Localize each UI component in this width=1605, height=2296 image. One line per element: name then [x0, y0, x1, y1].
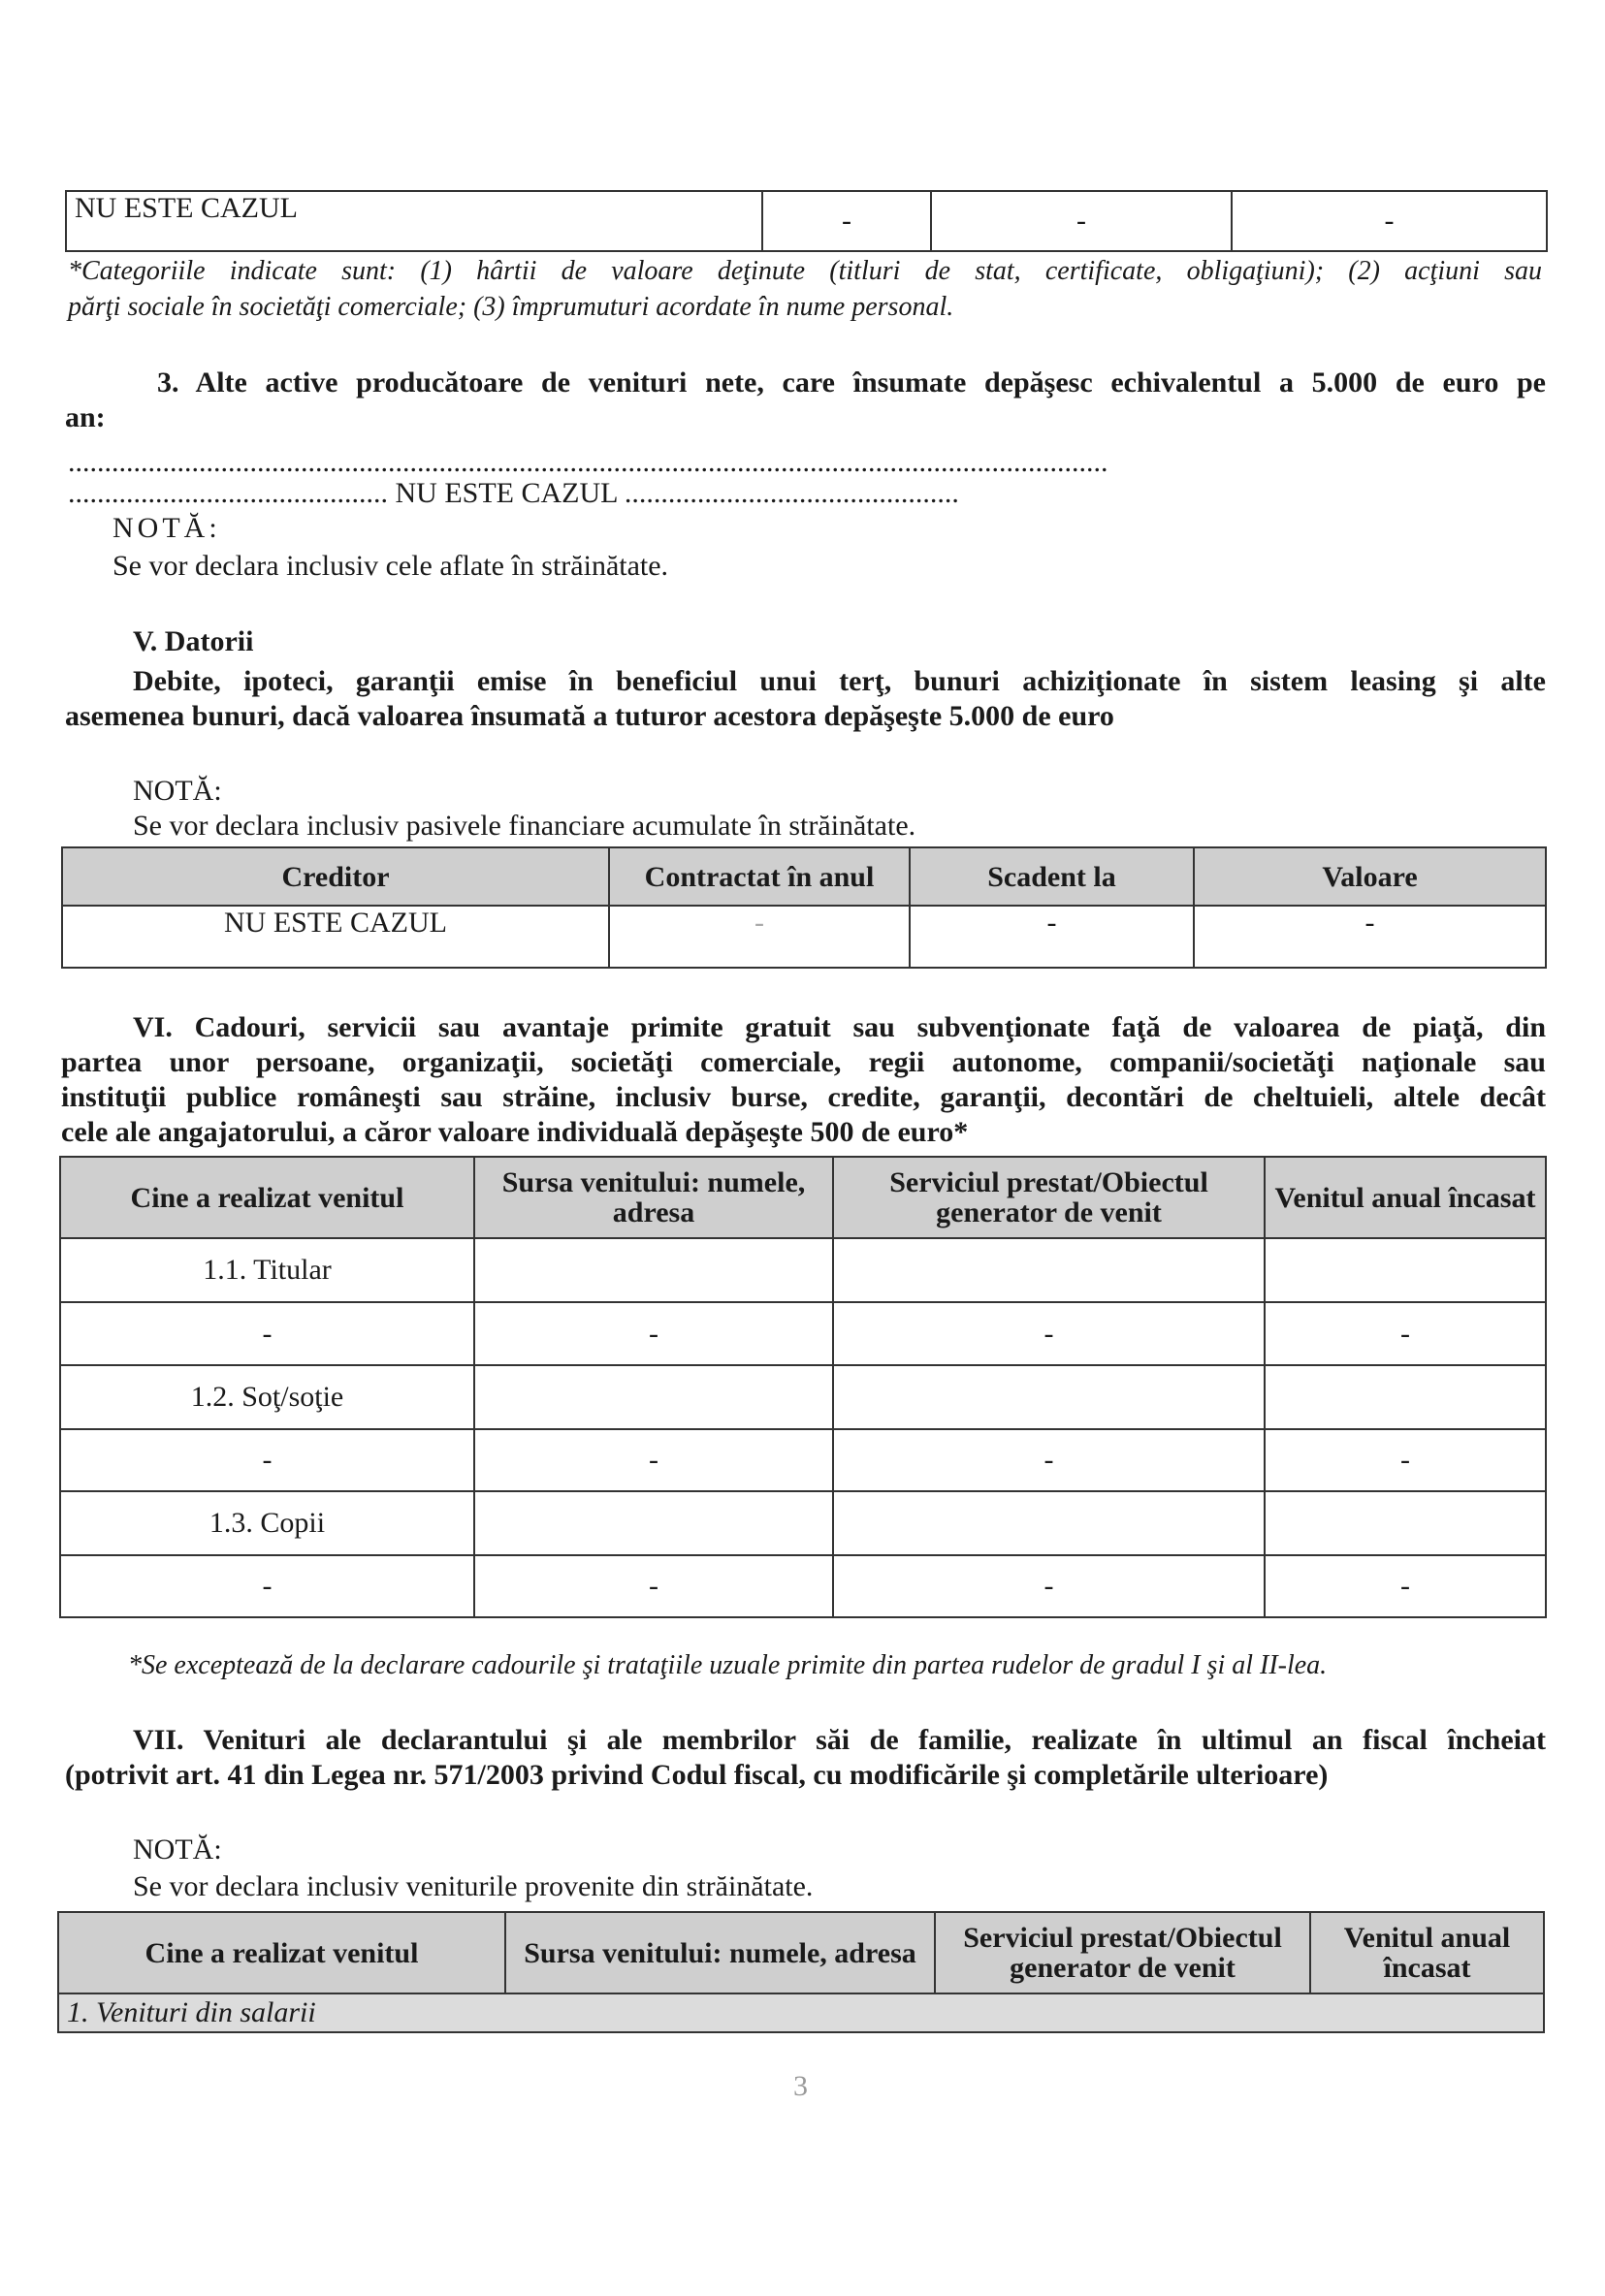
top-table-cell: NU ESTE CAZUL — [66, 191, 762, 251]
top-table-cell: - — [1232, 191, 1547, 251]
income-header-source: Sursa venitului: numele, adresa — [505, 1912, 935, 1993]
section-vi-line4: cele ale angajatorului, a căror valoare individuală depăşeşte 500 de euro* — [61, 1116, 969, 1148]
section-vii-line1: VII. Venituri ale declarantului şi ale membrilor săi de familie, realizate în ultimul an fiscal încheiat — [133, 1724, 1546, 1756]
gifts-cell: 1.1. Titular — [60, 1238, 474, 1302]
gifts-header-service: Serviciul prestat/Obiectul generator de venit — [833, 1157, 1265, 1238]
gifts-cell — [833, 1491, 1265, 1555]
gifts-footnote: *Se exceptează de la declarare cadourile şi trataţiile uzuale primite din partea rudelor de gradul I şi al II-lea. — [128, 1650, 1328, 1680]
income-table — [57, 1911, 1545, 2033]
gifts-table — [59, 1156, 1547, 1618]
gifts-cell: - — [833, 1429, 1265, 1491]
gifts-cell — [474, 1238, 833, 1302]
gifts-cell: 1.3. Copii — [60, 1491, 474, 1555]
page-number: 3 — [793, 2070, 808, 2102]
section-3-nota-label: NOTĂ: — [112, 512, 221, 544]
gifts-cell — [833, 1238, 1265, 1302]
debts-header-creditor: Creditor — [62, 847, 609, 906]
income-header-service: Serviciul prestat/Obiectul generator de venit — [935, 1912, 1310, 1993]
top-table — [65, 190, 1548, 252]
debts-header-value: Valoare — [1194, 847, 1546, 906]
section-3-nota-text: Se vor declara inclusiv cele aflate în străinătate. — [112, 550, 669, 582]
section-vii-nota-text: Se vor declara inclusiv veniturile provenite din străinătate. — [133, 1870, 814, 1902]
gifts-header-who: Cine a realizat venitul — [60, 1157, 474, 1238]
gifts-cell — [1265, 1238, 1546, 1302]
section-3-title-line1: 3. Alte active producătoare de venituri nete, care însumate depăşesc echivalentul a 5.000 de euro pe — [157, 367, 1546, 399]
table-row — [60, 1365, 1546, 1429]
gifts-cell: - — [474, 1302, 833, 1365]
section-vi-line3: instituţii publice româneşti sau străine, inclusiv burse, credite, garanţii, decontări de cheltuieli, altele decât — [61, 1081, 1546, 1113]
gifts-cell — [1265, 1365, 1546, 1429]
gifts-cell: - — [1265, 1429, 1546, 1491]
gifts-cell: - — [60, 1429, 474, 1491]
gifts-header-source: Sursa venitului: numele, adresa — [474, 1157, 833, 1238]
table-row — [60, 1429, 1546, 1491]
debts-cell: - — [910, 906, 1194, 968]
section-3-dots: ............................................................................................................................................... — [68, 446, 1108, 478]
debts-table — [61, 846, 1547, 969]
gifts-cell: - — [60, 1555, 474, 1617]
table-row — [60, 1555, 1546, 1617]
section-v-desc-line1: Debite, ipoteci, garanţii emise în beneficiul unui terţ, bunuri achiziţionate în sistem leasing şi alte — [133, 665, 1546, 697]
section-v-heading: V. Datorii — [133, 625, 254, 657]
gifts-cell — [1265, 1491, 1546, 1555]
section-3-title-line2: an: — [65, 401, 106, 433]
gifts-header-income: Venitul anual încasat — [1265, 1157, 1546, 1238]
section-vi-line2: partea unor persoane, organizaţii, societăţi comerciale, regii autonome, companii/societăţi naţionale sau — [61, 1046, 1546, 1078]
gifts-cell — [833, 1365, 1265, 1429]
table-row — [60, 1491, 1546, 1555]
debts-header-due: Scadent la — [910, 847, 1194, 906]
income-header-income: Venitul anual încasat — [1310, 1912, 1544, 1993]
section-v-nota-text: Se vor declara inclusiv pasivele financiare acumulate în străinătate. — [133, 810, 916, 842]
top-table-cell: - — [762, 191, 931, 251]
gifts-cell: - — [474, 1555, 833, 1617]
income-header-who: Cine a realizat venitul — [58, 1912, 505, 1993]
gifts-cell: - — [833, 1302, 1265, 1365]
section-vi-line1: VI. Cadouri, servicii sau avantaje primite gratuit sau subvenţionate faţă de valoarea de piaţă, din — [133, 1011, 1546, 1043]
debts-cell: - — [609, 906, 910, 968]
debts-header-contracted: Contractat în anul — [609, 847, 910, 906]
section-v-nota-label: NOTĂ: — [133, 775, 222, 807]
categories-note-line1: *Categoriile indicate sunt: (1) hârtii de valoare deţinute (titluri de stat, certificate, obligaţiuni); (2) acţiuni sau — [68, 256, 1542, 286]
table-row — [60, 1302, 1546, 1365]
section-v-desc-line2: asemenea bunuri, dacă valoarea însumată a tuturor acestora depăşeşte 5.000 de euro — [65, 700, 1114, 732]
gifts-cell: - — [1265, 1302, 1546, 1365]
gifts-cell — [474, 1365, 833, 1429]
section-3-answer: ............................................ NU ESTE CAZUL .............................................. — [68, 477, 959, 509]
gifts-cell: - — [60, 1302, 474, 1365]
gifts-cell: - — [474, 1429, 833, 1491]
gifts-cell: 1.2. Soţ/soţie — [60, 1365, 474, 1429]
section-vii-line2: (potrivit art. 41 din Legea nr. 571/2003 privind Codul fiscal, cu modificările şi completările ulterioare) — [65, 1759, 1329, 1791]
gifts-cell: - — [833, 1555, 1265, 1617]
debts-cell: - — [1194, 906, 1546, 968]
section-vii-nota-label: NOTĂ: — [133, 1834, 222, 1866]
categories-note-line2: părţi sociale în societăţi comerciale; (3) împrumuturi acordate în nume personal. — [68, 292, 954, 322]
gifts-cell: - — [1265, 1555, 1546, 1617]
income-category-salaries: 1. Venituri din salarii — [58, 1993, 1544, 2032]
top-table-cell: - — [931, 191, 1232, 251]
gifts-cell — [474, 1491, 833, 1555]
debts-cell: NU ESTE CAZUL — [62, 906, 609, 968]
table-row — [60, 1238, 1546, 1302]
